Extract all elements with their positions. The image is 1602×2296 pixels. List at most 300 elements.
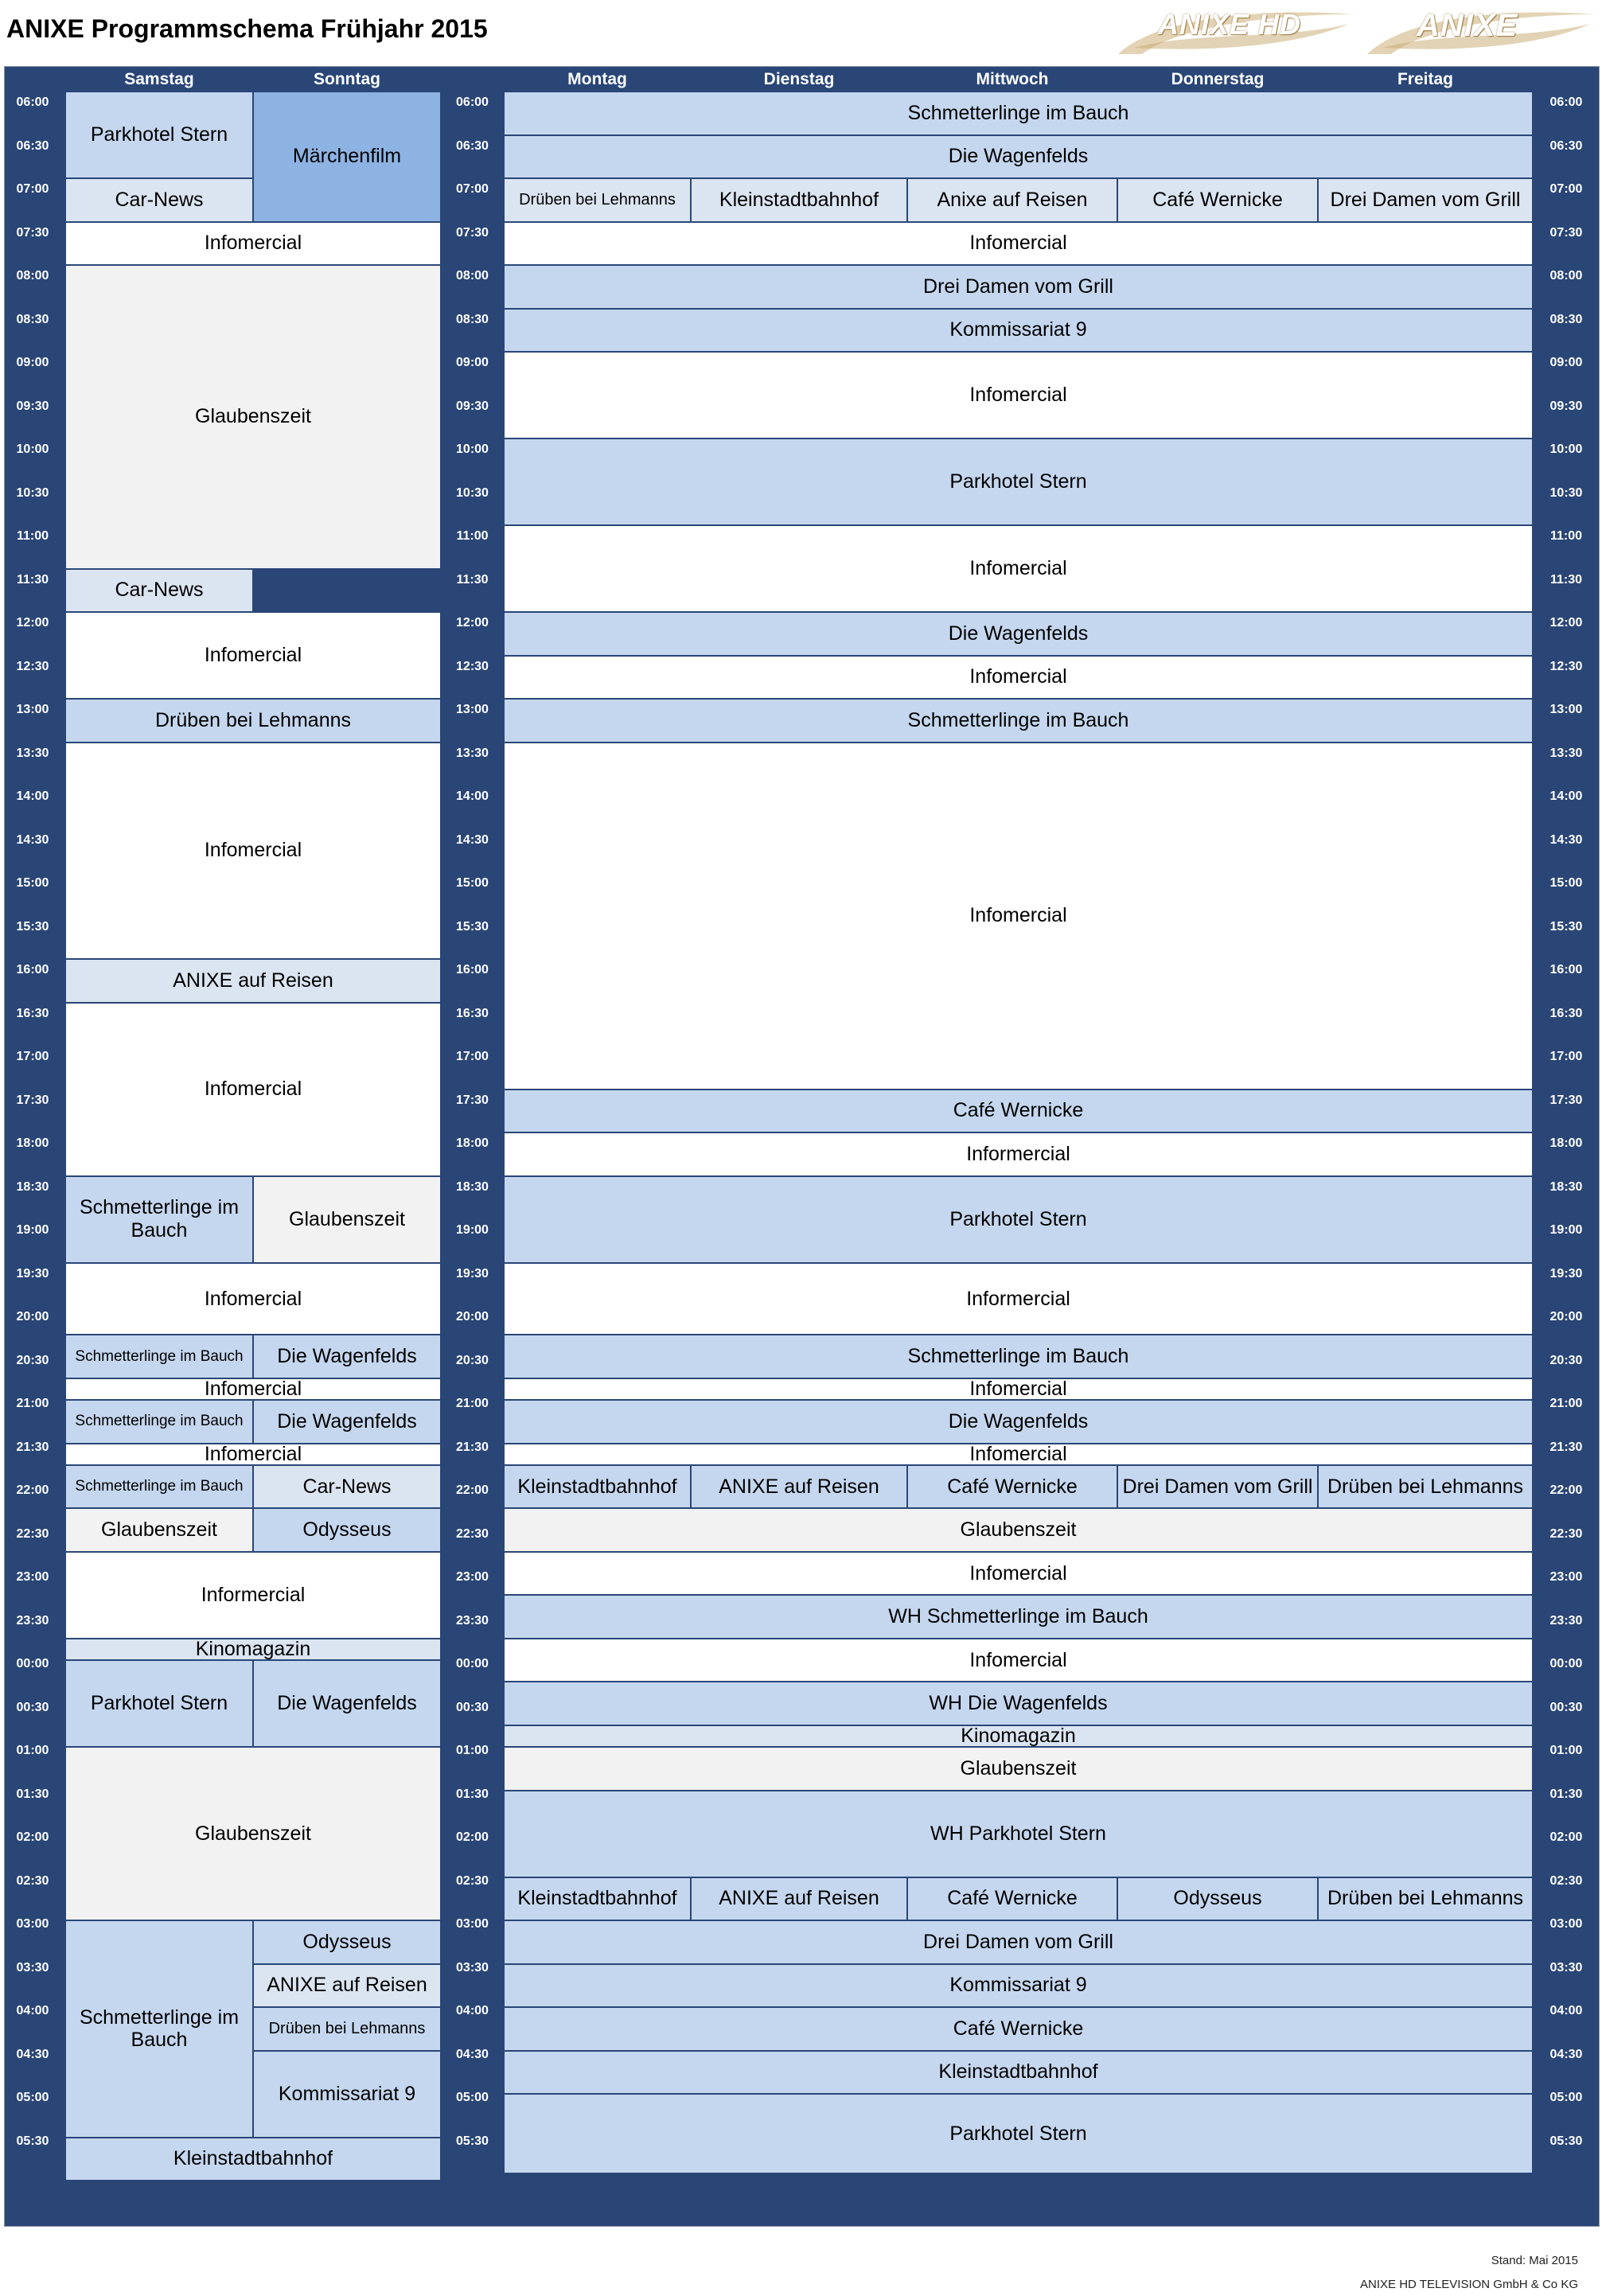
program-car-news	[65, 178, 253, 222]
program-title: ANIXE auf Reisen	[719, 1887, 879, 1910]
day-header-donnerstag: Donnerstag	[1171, 70, 1265, 88]
program-title: Kleinstadtbahnhof	[517, 1475, 677, 1498]
time-label-middle: 17:30	[456, 1093, 489, 1107]
program-schmetterlinge-im-bauch	[65, 1335, 253, 1378]
time-label-right: 07:30	[1549, 225, 1583, 240]
program-infomercial	[65, 1378, 441, 1400]
program-druben-bei-lehmanns	[1318, 1465, 1533, 1509]
time-label-right: 07:00	[1549, 182, 1583, 196]
time-label-left: 04:00	[16, 2004, 49, 2017]
time-label-right: 15:30	[1549, 919, 1583, 934]
program-infomercial	[504, 743, 1533, 1090]
program-title: Infomercial	[969, 1648, 1067, 1671]
program-informercial	[65, 1552, 441, 1639]
time-label-right: 10:00	[1549, 442, 1583, 456]
time-label-right: 06:30	[1549, 138, 1583, 153]
program-schmetterlinge-im-bauch	[65, 1176, 253, 1263]
time-label-middle: 10:00	[456, 442, 489, 456]
time-label-right: 21:00	[1549, 1397, 1583, 1410]
time-label-middle: 22:30	[456, 1526, 489, 1541]
time-label-left: 22:00	[16, 1483, 49, 1497]
time-label-middle: 10:30	[456, 485, 489, 500]
program-title: Infomercial	[204, 644, 302, 667]
footer-stand: Stand: Mai 2015	[1491, 2254, 1578, 2267]
time-label-left: 11:30	[16, 572, 49, 587]
time-label-left: 11:00	[16, 529, 49, 543]
time-label-right: 13:00	[1549, 703, 1583, 716]
time-label-right: 03:30	[1549, 1960, 1583, 1974]
time-label-left: 05:00	[16, 2091, 49, 2104]
time-label-left: 14:30	[16, 832, 49, 847]
program-druben-bei-lehmanns	[65, 699, 441, 743]
program-odysseus	[1117, 1877, 1318, 1921]
program-parkhotel-stern	[65, 92, 253, 178]
time-label-left: 08:30	[16, 312, 49, 326]
time-label-right: 18:30	[1549, 1179, 1583, 1194]
time-label-left: 14:00	[16, 789, 49, 803]
time-label-middle: 09:00	[456, 356, 489, 369]
program-title: Schmetterlinge im Bauch	[79, 2006, 240, 2052]
time-label-right: 22:30	[1549, 1526, 1583, 1541]
program-title: Car-News	[302, 1475, 392, 1498]
program-title: WH Schmetterlinge im Bauch	[888, 1605, 1148, 1628]
program-title: Glaubenszeit	[195, 1822, 311, 1845]
time-label-middle: 11:00	[456, 529, 489, 543]
time-label-middle: 20:30	[456, 1353, 489, 1367]
program-title: Glaubenszeit	[960, 1518, 1077, 1542]
program-glaubenszeit	[253, 1176, 441, 1263]
program-glaubenszeit	[65, 1508, 253, 1552]
time-label-left: 06:30	[16, 138, 49, 153]
time-label-middle: 04:30	[456, 2047, 489, 2061]
program-druben-bei-lehmanns	[253, 2007, 441, 2051]
time-label-right: 09:30	[1549, 399, 1583, 413]
time-label-middle: 11:30	[456, 572, 489, 587]
time-label-middle: 00:30	[456, 1700, 489, 1714]
program-schmetterlinge-im-bauch	[65, 1465, 253, 1509]
program-die-wagenfelds	[253, 1660, 441, 1747]
time-label-middle: 21:30	[456, 1440, 489, 1454]
program-cafe-wernicke	[907, 1465, 1117, 1509]
program-title: Drüben bei Lehmanns	[1327, 1475, 1523, 1498]
time-label-right: 22:00	[1549, 1483, 1583, 1497]
program-car-news	[65, 569, 253, 613]
time-label-right: 16:00	[1549, 963, 1583, 976]
program-kleinstadtbahnhof	[691, 178, 907, 222]
program-schmetterlinge-im-bauch	[504, 1335, 1533, 1378]
program-title: Car-News	[115, 579, 204, 602]
program-kommissariat-9	[504, 309, 1533, 353]
program-title: Café Wernicke	[1152, 188, 1283, 211]
program-kinomagazin	[65, 1639, 441, 1660]
program-title: Kleinstadtbahnhof	[719, 188, 879, 211]
time-label-right: 04:00	[1549, 2004, 1583, 2017]
program-title: Schmetterlinge im Bauch	[75, 1478, 244, 1495]
program-title: Drei Damen vom Grill	[1122, 1475, 1313, 1498]
program-infomercial	[504, 352, 1533, 439]
time-label-middle: 02:30	[456, 1873, 489, 1888]
time-label-left: 08:00	[16, 269, 49, 283]
program-cafe-wernicke	[1117, 178, 1318, 222]
time-label-middle: 08:30	[456, 312, 489, 326]
time-label-right: 20:00	[1549, 1310, 1583, 1323]
program-title: Schmetterlinge im Bauch	[75, 1413, 244, 1430]
day-header-mittwoch: Mittwoch	[976, 70, 1049, 88]
program-title: Die Wagenfelds	[948, 622, 1089, 645]
time-label-middle: 06:30	[456, 138, 489, 153]
time-label-right: 20:30	[1549, 1353, 1583, 1367]
time-label-right: 06:00	[1549, 96, 1583, 109]
time-label-middle: 12:00	[456, 616, 489, 630]
time-label-left: 16:30	[16, 1006, 49, 1020]
program-anixe-auf-reisen	[691, 1877, 907, 1921]
program-title: Glaubenszeit	[960, 1756, 1077, 1779]
time-label-left: 02:00	[16, 1830, 49, 1844]
time-label-right: 11:00	[1549, 529, 1583, 543]
program-drei-damen-vom-grill	[504, 265, 1533, 309]
program-title: Die Wagenfelds	[277, 1692, 417, 1715]
program-schmetterlinge-im-bauch	[504, 699, 1533, 743]
time-label-right: 23:00	[1549, 1570, 1583, 1584]
time-label-right: 14:00	[1549, 789, 1583, 803]
time-label-left: 13:00	[16, 703, 49, 716]
program-title: Drüben bei Lehmanns	[155, 708, 351, 731]
program-title: Kommissariat 9	[949, 318, 1087, 341]
program-title: Schmetterlinge im Bauch	[907, 101, 1129, 124]
program-title: Kommissariat 9	[278, 2082, 416, 2105]
program-anixe-auf-reisen	[65, 959, 441, 1003]
program-title: Parkhotel Stern	[949, 1207, 1087, 1230]
program-title: Infomercial	[969, 665, 1067, 688]
program-kleinstadtbahnhof	[504, 1465, 691, 1509]
program-die-wagenfelds	[504, 612, 1533, 656]
program-title: Infomercial	[204, 1443, 302, 1465]
program-title: Drüben bei Lehmanns	[519, 190, 676, 209]
program-title: Odysseus	[302, 1930, 392, 1953]
time-label-left: 23:30	[16, 1613, 49, 1627]
time-label-left: 13:30	[16, 746, 49, 760]
anixe-logo: ANIXE	[1417, 8, 1518, 43]
program-title: ANIXE auf Reisen	[719, 1475, 879, 1498]
program-title: Die Wagenfelds	[948, 145, 1089, 168]
time-label-middle: 05:30	[456, 2134, 489, 2148]
time-label-right: 15:00	[1549, 876, 1583, 890]
program-glaubenszeit	[504, 1747, 1533, 1791]
time-label-middle: 22:00	[456, 1483, 489, 1497]
time-label-left: 00:30	[16, 1700, 49, 1714]
time-label-right: 23:30	[1549, 1613, 1583, 1627]
anixe-hd-logo: ANIXE HD	[1158, 8, 1302, 41]
time-label-right: 08:00	[1549, 269, 1583, 283]
day-header-dienstag: Dienstag	[763, 70, 835, 88]
program-infomercial	[504, 1444, 1533, 1465]
time-label-middle: 19:00	[456, 1223, 489, 1237]
program-schmetterlinge-im-bauch	[504, 92, 1533, 135]
program-title: Drüben bei Lehmanns	[1327, 1887, 1523, 1910]
program-kommissariat-9	[504, 1964, 1533, 2008]
time-label-left: 18:00	[16, 1136, 49, 1150]
time-label-middle: 21:00	[456, 1397, 489, 1410]
program-druben-bei-lehmanns	[1318, 1877, 1533, 1921]
time-label-right: 02:00	[1549, 1830, 1583, 1844]
program-title: Kleinstadtbahnhof	[173, 2147, 333, 2170]
program-title: Parkhotel Stern	[949, 470, 1087, 493]
time-label-middle: 04:00	[456, 2004, 489, 2017]
program-title: Informercial	[966, 1287, 1070, 1310]
time-label-middle: 20:00	[456, 1310, 489, 1323]
time-label-right: 12:00	[1549, 616, 1583, 630]
time-label-middle: 18:30	[456, 1179, 489, 1194]
program-title: WH Die Wagenfelds	[929, 1692, 1108, 1715]
time-label-left: 20:00	[16, 1310, 49, 1323]
time-label-middle: 00:00	[456, 1657, 489, 1670]
time-label-right: 04:30	[1549, 2047, 1583, 2061]
time-label-left: 12:30	[16, 659, 49, 673]
time-label-right: 18:00	[1549, 1136, 1583, 1150]
time-label-middle: 13:00	[456, 703, 489, 716]
time-label-left: 05:30	[16, 2134, 49, 2148]
day-header-sonntag: Sonntag	[314, 70, 380, 88]
program-title: ANIXE auf Reisen	[267, 1974, 427, 1997]
program-title: Die Wagenfelds	[948, 1409, 1089, 1433]
time-label-left: 16:00	[16, 963, 49, 976]
time-label-left: 07:30	[16, 225, 49, 240]
program-title: Car-News	[115, 188, 204, 211]
program-wh-parkhotel-stern	[504, 1791, 1533, 1877]
program-parkhotel-stern	[504, 439, 1533, 525]
program-anixe-auf-reisen	[253, 1964, 441, 2008]
day-header-montag: Montag	[567, 70, 627, 88]
time-label-left: 12:00	[16, 616, 49, 630]
program-schmetterlinge-im-bauch	[65, 1920, 253, 2138]
program-kinomagazin	[504, 1725, 1533, 1747]
program-title: Parkhotel Stern	[90, 123, 228, 146]
time-label-left: 09:00	[16, 356, 49, 369]
day-header-freitag: Freitag	[1397, 70, 1453, 88]
program-title: Infomercial	[204, 1287, 302, 1310]
program-title: Parkhotel Stern	[949, 2122, 1087, 2145]
time-label-left: 21:00	[16, 1397, 49, 1410]
time-label-left: 10:30	[16, 485, 49, 500]
program-schmetterlinge-im-bauch	[65, 1400, 253, 1444]
program-title: Café Wernicke	[947, 1887, 1078, 1910]
time-label-left: 17:00	[16, 1050, 49, 1063]
time-label-left: 03:00	[16, 1917, 49, 1931]
program-title: Anixe auf Reisen	[937, 188, 1088, 211]
program-drei-damen-vom-grill	[504, 1920, 1533, 1964]
program-die-wagenfelds	[253, 1335, 441, 1378]
program-drei-damen-vom-grill	[1318, 178, 1533, 222]
program-kommissariat-9	[253, 2051, 441, 2138]
time-label-middle: 18:00	[456, 1136, 489, 1150]
time-label-left: 00:00	[16, 1657, 49, 1670]
time-label-left: 18:30	[16, 1179, 49, 1194]
time-label-left: 20:30	[16, 1353, 49, 1367]
program-title: Infomercial	[969, 384, 1067, 407]
time-label-left: 03:30	[16, 1960, 49, 1974]
program-glaubenszeit	[65, 265, 441, 569]
program-title: Glaubenszeit	[289, 1207, 405, 1230]
program-title: Infomercial	[969, 904, 1067, 927]
program-title: Parkhotel Stern	[90, 1692, 228, 1715]
program-title: Infomercial	[969, 1378, 1067, 1401]
program-wh-die-wagenfelds	[504, 1682, 1533, 1725]
program-infomercial	[504, 1378, 1533, 1400]
page-title: ANIXE Programmschema Frühjahr 2015	[6, 14, 488, 43]
time-label-middle: 03:00	[456, 1917, 489, 1931]
program-title: Die Wagenfelds	[277, 1345, 417, 1368]
time-label-left: 10:00	[16, 442, 49, 456]
program-title: Kleinstadtbahnhof	[938, 2060, 1098, 2084]
program-kleinstadtbahnhof	[504, 2051, 1533, 2095]
program-title: Glaubenszeit	[195, 405, 311, 428]
program-die-wagenfelds	[253, 1400, 441, 1444]
program-glaubenszeit	[504, 1508, 1533, 1552]
time-label-left: 02:30	[16, 1873, 49, 1888]
program-anixe-auf-reisen	[907, 178, 1117, 222]
program-car-news	[253, 1465, 441, 1509]
program-infomercial	[504, 222, 1533, 266]
program-title: Infomercial	[204, 1078, 302, 1101]
time-label-right: 14:30	[1549, 832, 1583, 847]
time-label-middle: 06:00	[456, 96, 489, 109]
program-title: Informercial	[966, 1142, 1070, 1165]
time-label-middle: 02:00	[456, 1830, 489, 1844]
time-label-right: 16:30	[1549, 1006, 1583, 1020]
program-glaubenszeit	[65, 1747, 441, 1920]
time-label-middle: 19:30	[456, 1266, 489, 1281]
time-label-right: 11:30	[1549, 572, 1583, 587]
time-label-middle: 05:00	[456, 2091, 489, 2104]
time-label-middle: 14:00	[456, 789, 489, 803]
program-kleinstadtbahnhof	[504, 1877, 691, 1921]
program-infomercial	[504, 1552, 1533, 1596]
time-label-left: 19:00	[16, 1223, 49, 1237]
program-die-wagenfelds	[504, 135, 1533, 179]
program-parkhotel-stern	[504, 1176, 1533, 1263]
time-label-left: 01:00	[16, 1744, 49, 1757]
program-title: Infomercial	[969, 1443, 1067, 1465]
time-label-right: 19:30	[1549, 1266, 1583, 1281]
time-label-middle: 07:00	[456, 182, 489, 196]
time-label-middle: 16:00	[456, 963, 489, 976]
time-label-left: 15:00	[16, 876, 49, 890]
time-label-left: 19:30	[16, 1266, 49, 1281]
program-infomercial	[504, 1639, 1533, 1682]
time-label-middle: 01:30	[456, 1787, 489, 1801]
time-label-middle: 08:00	[456, 269, 489, 283]
time-label-right: 13:30	[1549, 746, 1583, 760]
program-title: Schmetterlinge im Bauch	[907, 708, 1129, 731]
program-title: Infomercial	[204, 232, 302, 255]
program-title: Café Wernicke	[947, 1475, 1078, 1498]
program-wh-schmetterlinge-im-bauch	[504, 1595, 1533, 1639]
time-label-right: 01:00	[1549, 1744, 1583, 1757]
time-label-middle: 09:30	[456, 399, 489, 413]
time-label-left: 01:30	[16, 1787, 49, 1801]
program-title: Drei Damen vom Grill	[923, 275, 1113, 298]
program-title: Café Wernicke	[953, 1099, 1084, 1122]
program-parkhotel-stern	[504, 2094, 1533, 2173]
program-title: Drei Damen vom Grill	[1330, 188, 1521, 211]
time-label-left: 23:00	[16, 1570, 49, 1584]
time-label-right: 02:30	[1549, 1873, 1583, 1888]
program-title: WH Parkhotel Stern	[930, 1822, 1106, 1845]
time-label-right: 05:30	[1549, 2134, 1583, 2148]
time-label-left: 15:30	[16, 919, 49, 934]
program-title: Infomercial	[204, 1378, 302, 1401]
program-title: Odysseus	[302, 1518, 392, 1542]
program-drei-damen-vom-grill	[1117, 1465, 1318, 1509]
time-label-middle: 16:30	[456, 1006, 489, 1020]
program-title: Schmetterlinge im Bauch	[79, 1196, 240, 1242]
time-label-middle: 15:00	[456, 876, 489, 890]
program-title: Kleinstadtbahnhof	[517, 1887, 677, 1910]
program-title: Schmetterlinge im Bauch	[907, 1345, 1129, 1368]
program-title: Infomercial	[969, 1561, 1067, 1585]
day-header-samstag: Samstag	[124, 70, 194, 88]
time-label-middle: 15:30	[456, 919, 489, 934]
program-informercial	[504, 1263, 1533, 1335]
program-infomercial	[504, 656, 1533, 700]
time-label-right: 09:00	[1549, 356, 1583, 369]
time-label-middle: 12:30	[456, 659, 489, 673]
program-odysseus	[253, 1920, 441, 1964]
time-label-middle: 14:30	[456, 832, 489, 847]
program-kleinstadtbahnhof	[65, 2138, 441, 2181]
program-title: Informercial	[201, 1583, 306, 1606]
time-label-left: 21:30	[16, 1440, 49, 1454]
program-title: Kinomagazin	[961, 1725, 1076, 1748]
program-infomercial	[504, 525, 1533, 612]
program-title: Schmetterlinge im Bauch	[75, 1347, 244, 1365]
time-label-middle: 13:30	[456, 746, 489, 760]
time-label-middle: 01:00	[456, 1744, 489, 1757]
program-title: Infomercial	[204, 839, 302, 862]
program-informercial	[504, 1132, 1533, 1176]
time-label-right: 00:00	[1549, 1657, 1583, 1670]
time-label-middle: 07:30	[456, 225, 489, 240]
program-title: Drüben bei Lehmanns	[268, 2019, 426, 2037]
program-druben-bei-lehmanns	[504, 178, 691, 222]
program-odysseus	[253, 1508, 441, 1552]
program-title: Drei Damen vom Grill	[923, 1930, 1113, 1953]
program-die-wagenfelds	[504, 1400, 1533, 1444]
time-label-right: 10:30	[1549, 485, 1583, 500]
program-title: Infomercial	[969, 232, 1067, 255]
program-infomercial	[65, 222, 441, 266]
time-label-right: 19:00	[1549, 1223, 1583, 1237]
program-infomercial	[65, 1263, 441, 1335]
program-title: Odysseus	[1173, 1887, 1262, 1910]
time-label-right: 08:30	[1549, 312, 1583, 326]
program-title: Die Wagenfelds	[277, 1409, 417, 1433]
time-label-right: 12:30	[1549, 659, 1583, 673]
program-title: Glaubenszeit	[101, 1518, 217, 1542]
time-label-right: 17:30	[1549, 1093, 1583, 1107]
program-infomercial	[65, 743, 441, 960]
program-parkhotel-stern	[65, 1660, 253, 1747]
program-title: Märchenfilm	[292, 145, 402, 168]
program-title: Infomercial	[969, 557, 1067, 580]
program-infomercial	[65, 1444, 441, 1465]
time-label-left: 22:30	[16, 1526, 49, 1541]
program-infomercial	[65, 612, 441, 699]
program-marchenfilm	[253, 92, 441, 222]
time-label-left: 17:30	[16, 1093, 49, 1107]
time-label-middle: 03:30	[456, 1960, 489, 1974]
footer-company: ANIXE HD TELEVISION GmbH & Co KG	[1360, 2278, 1578, 2291]
